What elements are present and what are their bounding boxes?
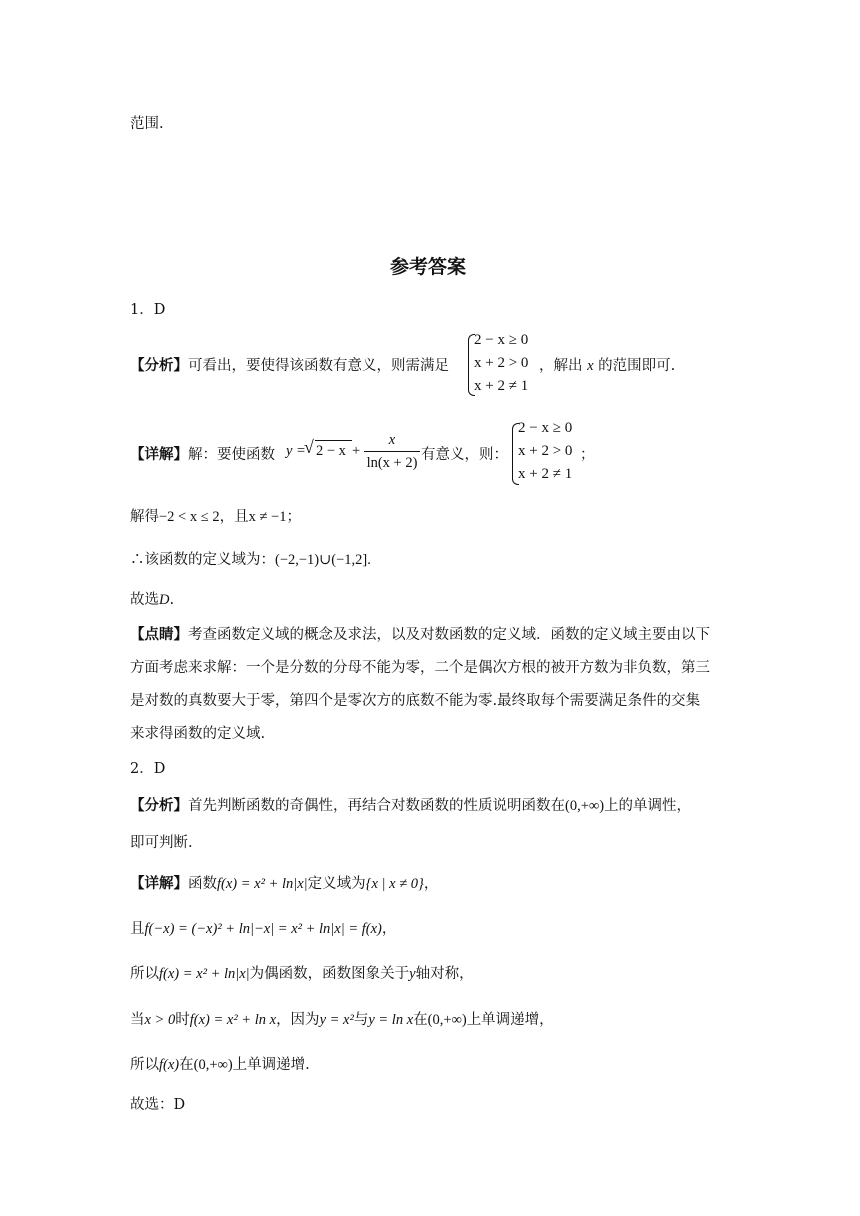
q2-analysis-text-b: 上的单调性， [604, 798, 692, 814]
analysis-text: 可看出，要使得该函数有意义，则需满足 [188, 358, 449, 374]
analysis-label: 【分析】 [130, 357, 188, 374]
condition-1b: 2 − x ≥ 0 [518, 420, 573, 436]
q2-line4-text-a: 当 [130, 1012, 145, 1028]
q2-detail-set: {x | x ≠ 0} [365, 876, 424, 892]
q2-line5-text-c: 上单调递增. [232, 1057, 310, 1073]
q1-choice [130, 588, 174, 609]
q2-detail-func: f(x) = x² + ln|x| [217, 876, 308, 892]
solve-end: ； [286, 509, 301, 525]
solve-text-a: 解得 [130, 509, 159, 525]
answer-title: 参考答案 [390, 256, 467, 278]
solve-line [130, 505, 301, 526]
q2-line5-text-b: 在 [179, 1057, 194, 1073]
fragment-text: 范围. [130, 116, 164, 132]
analysis-text-b: ，解出 [539, 358, 583, 374]
q2-line2-end: ， [381, 921, 397, 937]
q2-line5-func: f(x) [159, 1057, 180, 1073]
frac-bar [364, 451, 420, 452]
q2-line4-text-e: 在 [413, 1012, 428, 1028]
frac-denominator: ln(x + 2) [366, 455, 418, 471]
plus-sign: + [352, 443, 361, 459]
q2-analysis-1 [130, 794, 691, 815]
q2-line3-text-b: 为偶函数，函数图象关于 [249, 966, 410, 982]
q2-line2-expr: f(−x) = (−x)² + ln|−x| = x² + ln|x| = f(x) [144, 921, 382, 937]
solve-text-b: ，且 [219, 509, 249, 525]
choice-letter: D [159, 592, 170, 608]
condition-1: 2 − x ≥ 0 [474, 332, 529, 348]
func-lhs: y = [286, 443, 306, 459]
q2-line4-text-d: 与 [353, 1012, 369, 1028]
analysis-var: x [587, 358, 594, 374]
q2-analysis-text-a: 首先判断函数的奇偶性，再结合对数函数的性质说明函数在 [188, 798, 565, 814]
analysis-text-c: 的范围即可. [598, 358, 676, 374]
q2-detail-text-c: ， [423, 876, 439, 892]
q2-detail-label: 【详解】 [130, 875, 188, 892]
q2-line3-text-a: 所以 [130, 966, 159, 982]
point-label: 【点睛】 [130, 626, 188, 643]
sqrt-content: 2 − x [316, 443, 346, 459]
detail-label: 【详解】 [130, 446, 188, 463]
solve-ne: x ≠ −1 [248, 509, 287, 525]
choice-end: . [169, 592, 175, 608]
q2-line-5 [130, 1053, 310, 1074]
condition-2: x + 2 > 0 [474, 355, 529, 371]
q2-line3-func: f(x) = x² + ln|x| [159, 966, 250, 982]
domain-value: (−2,−1)∪(−1,2]. [275, 552, 371, 568]
q2-line4-interval: (0,+∞) [427, 1012, 467, 1028]
q2-line3-y: y [409, 966, 416, 982]
solve-inequality: −2 < x ≤ 2 [159, 509, 220, 525]
sqrt-bar [315, 440, 352, 441]
q2-line4-f1: y = x² [319, 1012, 354, 1028]
q2-line4-text-b: 时 [175, 1012, 190, 1028]
q2-line4-cond: x > 0 [144, 1012, 176, 1028]
condition-3: x + 2 ≠ 1 [474, 378, 529, 394]
choice-text: 故选 [130, 592, 159, 608]
q2-line4-func: f(x) = x² + ln x [189, 1012, 277, 1028]
q2-analysis-label: 【分析】 [130, 797, 188, 814]
point-line-2: 方面考虑来求解：一个是分数的分母不能为零，二个是偶次方根的被开方数为非负数，第三 [130, 660, 710, 676]
condition-3b: x + 2 ≠ 1 [518, 466, 573, 482]
q2-detail-text-b: 定义域为 [307, 876, 366, 892]
sqrt-sign: √ [304, 437, 314, 457]
point-line-1 [130, 623, 710, 644]
q2-line4-text-f: 上单调递增， [466, 1012, 554, 1028]
domain-text: ∴该函数的定义域为： [130, 552, 275, 568]
point-text-1: 考查函数定义域的概念及求法，以及对数函数的定义域．函数的定义域主要由以下 [188, 627, 710, 643]
q2-line3-text-c: 轴对称， [415, 966, 474, 982]
q2-line2-text: 且 [130, 921, 145, 937]
q2-line5-text-a: 所以 [130, 1057, 159, 1073]
point-line-4: 来求得函数的定义域. [130, 726, 266, 742]
detail-text-b: 有意义，则： [421, 447, 508, 463]
point-line-3: 是对数的真数要大于零，第四个是零次方的底数不能为零.最终取每个需要满足条件的交集 [130, 693, 701, 709]
detail-text-a: 解：要使函数 [188, 447, 275, 463]
q2-line5-interval: (0,+∞) [193, 1057, 233, 1073]
q1-analysis-tail [539, 354, 675, 375]
q2-line4-text-c: ，因为 [276, 1012, 320, 1028]
domain-line [130, 548, 371, 569]
condition-2b: x + 2 > 0 [518, 443, 573, 459]
q2-detail-1 [130, 872, 438, 893]
detail-end: ； [580, 447, 595, 463]
frac-numerator: x [388, 432, 396, 448]
q1-detail [130, 443, 275, 464]
q2-analysis-interval: (0,+∞) [565, 798, 605, 814]
q2-line4-f2: y = ln x [368, 1012, 414, 1028]
q2-line-3 [130, 962, 474, 983]
q2-choice: 故选：D [130, 1097, 186, 1113]
q2-analysis-2: 即可判断. [130, 835, 193, 851]
q1-analysis [130, 354, 449, 375]
q2-line-2 [130, 917, 396, 938]
q2-line-4 [130, 1008, 554, 1029]
q1-number: 1．D [130, 302, 166, 318]
q2-detail-text-a: 函数 [188, 876, 217, 892]
q2-number: 2．D [130, 761, 166, 777]
